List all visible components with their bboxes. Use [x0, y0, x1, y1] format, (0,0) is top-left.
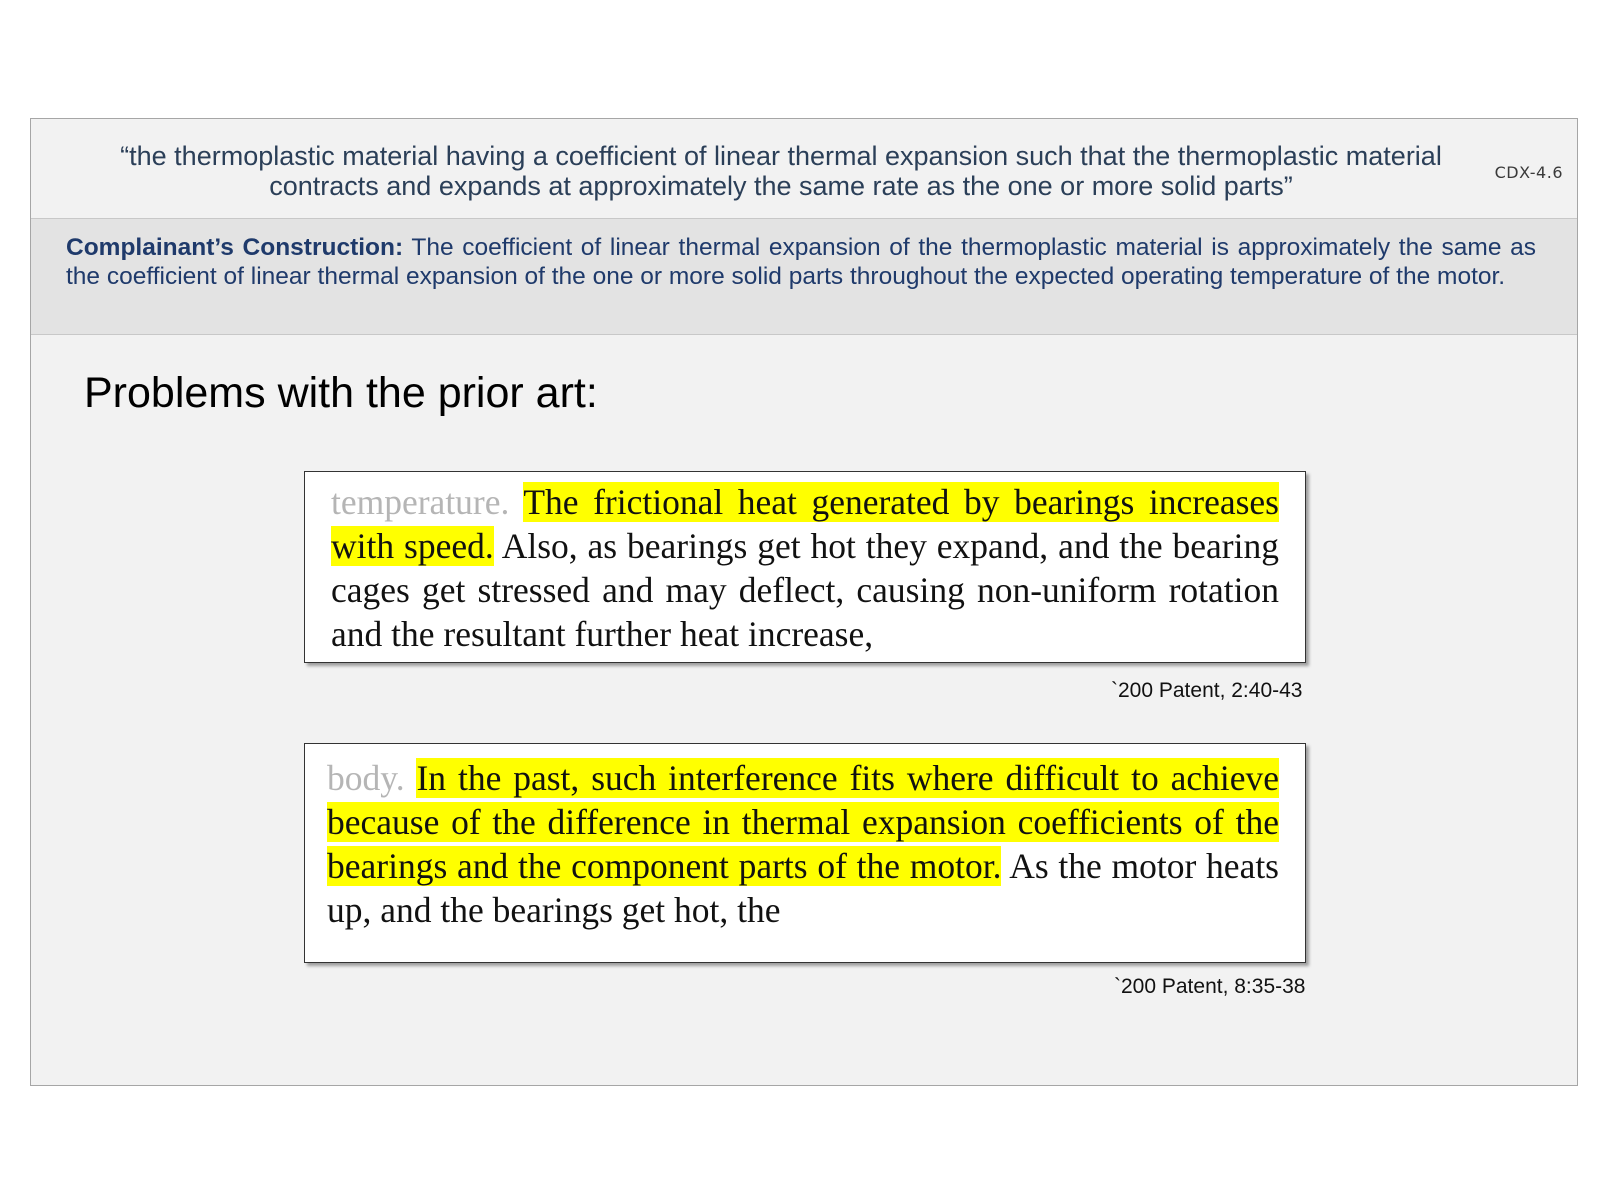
excerpt-highlight: The frictional heat generated by bearings increases with speed. — [331, 482, 1279, 566]
excerpt-rest: Also, as bearings get hot they expand, and the bearing cages get stressed and may deflect, causing non-uniform rotation and the resultant further heat increase, — [331, 526, 1279, 654]
excerpt-faded-lead: temperature. — [331, 482, 510, 522]
construction-label: Complainant’s Construction: — [66, 234, 404, 261]
excerpt-faded-lead: body. — [327, 758, 405, 798]
patent-excerpt-1 — [304, 471, 1306, 663]
claim-quote: “the thermoplastic material having a coefficient of linear thermal expansion such that the thermoplastic material contracts and expands at approximately the same rate as the one or more solid parts” — [120, 141, 1442, 201]
citation-1: `200 Patent, 2:40-43 — [1111, 679, 1303, 702]
construction-text — [66, 233, 1536, 291]
slide-id: CDX-4.6 — [1494, 163, 1563, 182]
construction-panel — [31, 219, 1577, 335]
slide — [30, 118, 1578, 1086]
excerpt-rest: As the motor heats up, and the bearings get hot, the — [327, 846, 1279, 930]
section-heading: Problems with the prior art: — [84, 369, 598, 417]
claim-header — [31, 119, 1577, 219]
construction-body: The coefficient of linear thermal expansion of the thermoplastic material is approximately the same as the coefficient of linear thermal expansion of the one or more solid parts throughout the expected operating temperature of the motor. — [66, 234, 1536, 290]
citation-2: `200 Patent, 8:35-38 — [1114, 975, 1306, 998]
excerpt-highlight: In the past, such interference fits where difficult to achieve because of the difference in thermal expansion coefficients of the bearings and the component parts of the motor. — [327, 758, 1279, 886]
patent-excerpt-2 — [304, 743, 1306, 963]
